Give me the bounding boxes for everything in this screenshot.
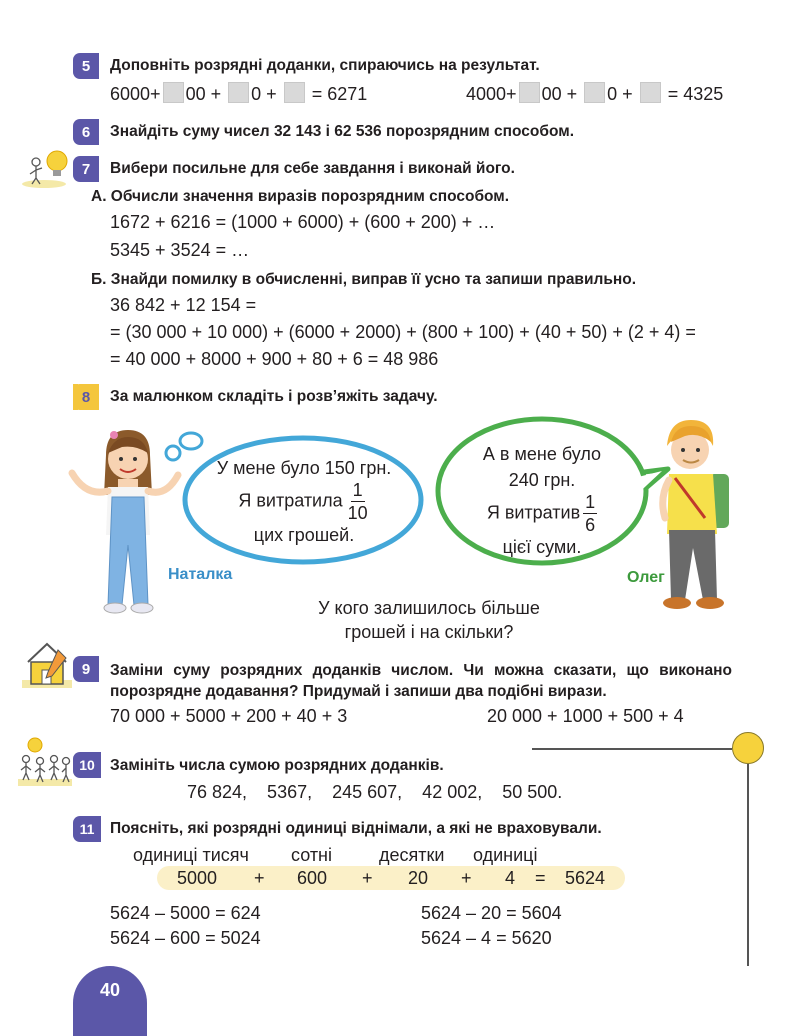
task-7b-line-2: = (30 000 + 10 000) + (6000 + 2000) + (800 + 100) + (40 + 50) + (2 + 4) = [110, 322, 696, 342]
header-tens: десятки [379, 845, 445, 865]
task-7a-title: А. Обчисли значення виразів порозрядним способом. [91, 188, 510, 205]
task-9-number: 9 [73, 656, 99, 682]
sum-highlight [157, 866, 625, 890]
boy-speech-text: А в мене було 240 грн. Я витратив $\frac{1}{6}$ цієї суми. [482, 444, 602, 557]
decorative-vertical-line [747, 764, 749, 966]
fraction-one-tenth: $\frac{1}{10}$ [347, 480, 368, 523]
task-10-title: Замініть числа сумою розрядних доданків. [110, 757, 444, 774]
lightbulb-icon [20, 148, 72, 188]
answer-box[interactable] [584, 82, 605, 103]
answer-box[interactable] [519, 82, 540, 103]
task-9-title: Заміни суму розрядних доданків числом. Чи можна сказати, що виконано порозрядне додавання? Придумай і запиши два подібні вирази. [110, 662, 732, 700]
header-units: одиниці [473, 845, 538, 865]
sum-part: 5000 [177, 868, 218, 888]
task-8-title: За малюнком складіть і розв’яжіть задачу. [110, 388, 438, 405]
girl-name: Наталка [168, 566, 233, 583]
task-6-number: 6 [73, 119, 99, 145]
task-7b-line-3: = 40 000 + 8000 + 900 + 80 + 6 = 48 986 [110, 349, 439, 369]
equation-3: 5624 – 20 = 5604 [421, 903, 562, 923]
decorative-horizontal-line [532, 748, 732, 750]
answer-box[interactable] [640, 82, 661, 103]
header-hundreds: сотні [291, 845, 333, 865]
boy-illustration [655, 418, 745, 613]
answer-box[interactable] [284, 82, 305, 103]
header-thousands: одиниці тисяч [133, 845, 249, 865]
sum-part: 5624 [565, 868, 606, 888]
house-pencil-icon [22, 640, 72, 690]
task-7-title: Вибери посильне для себе завдання і виконай його. [110, 160, 515, 177]
equation-2: 5624 – 600 = 5024 [110, 928, 261, 948]
decorative-yellow-dot [732, 732, 764, 764]
sum-part: 600 [297, 868, 328, 888]
task-5-number: 5 [73, 53, 99, 79]
task-7b-title: Б. Знайди помилку в обчисленні, виправ її усно та запиши правильно. [91, 271, 637, 288]
task-5-expression-2: 4000+ 00 + 0 + = 4325 [466, 84, 724, 104]
task-7b-line-1: 36 842 + 12 154 = [110, 295, 257, 315]
group-lightbulb-icon [18, 735, 72, 787]
task-5-expression-1: 6000+ 00 + 0 + = 6271 [110, 84, 368, 104]
sum-part: + [362, 868, 373, 888]
sum-part: + [254, 868, 265, 888]
task-5-title: Доповніть розрядні доданки, спираючись на результат. [110, 57, 540, 74]
task-10-numbers: 76 824, 5367, 245 607, 42 002, 50 500. [187, 782, 563, 802]
task-8-number: 8 [73, 384, 99, 410]
page-number: 40 [73, 966, 147, 1036]
girl-speech-text: У мене було 150 грн. Я витратила $\frac{1}{10}$ цих грошей. [216, 458, 392, 545]
task-9-expression-2: 20 000 + 1000 + 500 + 4 [487, 706, 684, 726]
task-9-expression-1: 70 000 + 5000 + 200 + 40 + 3 [110, 706, 348, 726]
task-7a-line-1: 1672 + 6216 = (1000 + 6000) + (600 + 200) + … [110, 212, 496, 232]
equation-1: 5624 – 5000 = 624 [110, 903, 261, 923]
task-8-question: У кого залишилось більше грошей і на скільки? [318, 598, 540, 642]
task-7-number: 7 [73, 156, 99, 182]
task-11-title: Поясніть, які розрядні одиниці віднімали, а які не враховували. [110, 820, 602, 837]
sum-part: 4 [505, 868, 516, 888]
answer-box[interactable] [228, 82, 249, 103]
task-11-number: 11 [73, 816, 101, 842]
fraction-one-sixth: $\frac{1}{6}$ [585, 492, 596, 535]
task-10-number: 10 [73, 752, 101, 778]
task-6-title: Знайдіть суму чисел 32 143 і 62 536 порозрядним способом. [110, 123, 575, 140]
sum-part: = [535, 868, 546, 888]
boy-name: Олег [627, 569, 665, 586]
sum-part: 20 [408, 868, 429, 888]
sum-part: + [461, 868, 472, 888]
equation-4: 5624 – 4 = 5620 [421, 928, 552, 948]
task-7a-line-2: 5345 + 3524 = … [110, 240, 250, 260]
answer-box[interactable] [163, 82, 184, 103]
